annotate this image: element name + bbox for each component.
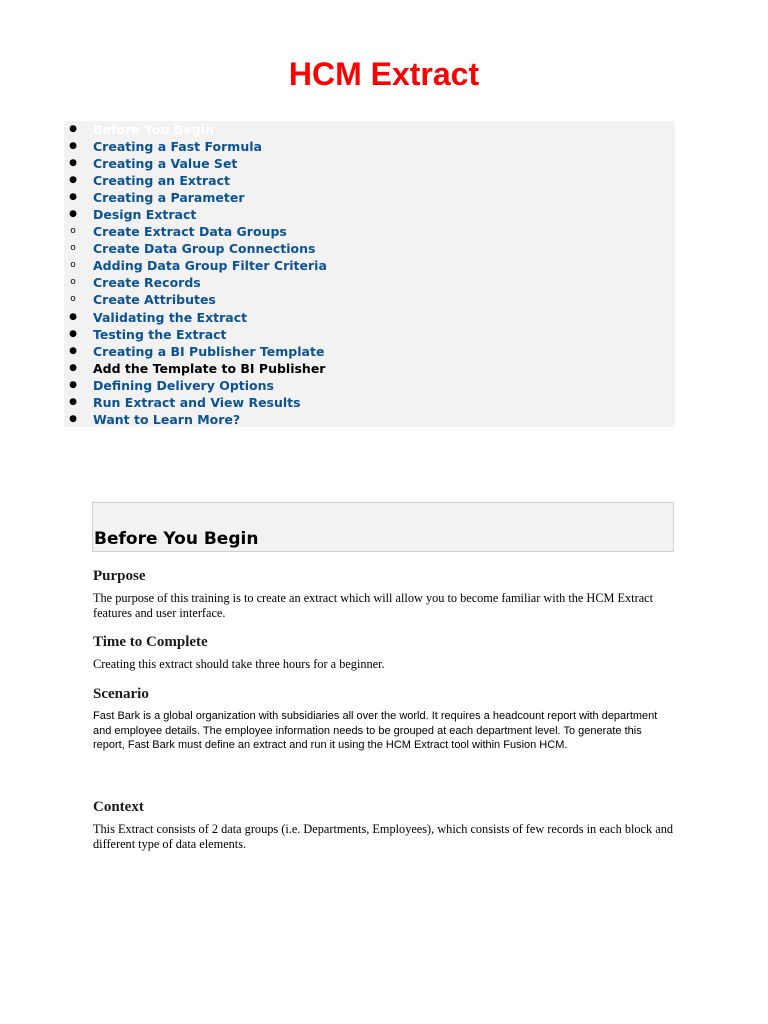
toc-item[interactable] [64, 223, 675, 240]
toc-item[interactable] [64, 206, 675, 223]
bullet-icon: ● [69, 345, 77, 356]
bullet-icon: ● [69, 362, 77, 373]
toc-item[interactable] [64, 326, 675, 343]
circle-bullet-icon: o [70, 277, 76, 288]
toc-item[interactable] [64, 394, 675, 411]
bullet-icon: ● [69, 141, 77, 152]
toc-item[interactable] [64, 155, 675, 172]
toc-item-label[interactable]: Testing the Extract [93, 326, 227, 342]
toc-item-label[interactable]: Creating a Parameter [93, 190, 245, 206]
toc-list [64, 121, 675, 428]
bullet-icon: ● [69, 311, 77, 322]
purpose-section [93, 568, 673, 621]
circle-bullet-icon: o [70, 294, 76, 305]
toc-item-label[interactable]: Create Extract Data Groups [93, 224, 287, 240]
toc-item[interactable] [64, 189, 675, 206]
bullet-icon: ● [69, 396, 77, 407]
bullet-icon: ● [69, 175, 77, 186]
context-heading: Context [93, 799, 144, 815]
purpose-heading: Purpose [93, 568, 146, 584]
toc-item[interactable] [64, 240, 675, 257]
page-title: HCM Extract [288, 56, 480, 92]
toc-item-label[interactable]: Creating a BI Publisher Template [93, 343, 325, 359]
toc-item[interactable] [64, 172, 675, 189]
circle-bullet-icon: o [70, 260, 76, 271]
toc-item[interactable] [64, 274, 675, 291]
bullet-icon: ● [69, 192, 77, 203]
toc-item[interactable] [64, 138, 675, 155]
circle-bullet-icon: o [70, 226, 76, 237]
toc-item[interactable] [64, 309, 675, 326]
scenario-text: Fast Bark is a global organization with subsidiaries all over the world. It requires a headcount report with department and employee details. The employee information needs to be grouped at each department level. To generate this report, Fast Bark must define an extract and run it using the HCM Extract tool within Fusion HCM. [93, 710, 658, 751]
toc-item-label[interactable]: Validating the Extract [93, 309, 248, 325]
before-you-begin-heading: Before You Begin [94, 529, 259, 549]
table-of-contents [64, 121, 675, 427]
toc-item-label[interactable]: Before You Begin [93, 122, 214, 137]
time-to-complete-text: Creating this extract should take three hours for a beginner. [93, 657, 385, 671]
toc-item-label[interactable]: Create Data Group Connections [93, 241, 316, 257]
bullet-icon: ● [69, 328, 77, 339]
toc-item-label[interactable]: Run Extract and View Results [93, 394, 301, 410]
toc-item-label[interactable]: Create Attributes [93, 292, 216, 308]
toc-item[interactable] [64, 360, 675, 377]
toc-item-label[interactable]: Creating an Extract [93, 173, 230, 189]
toc-item-label[interactable]: Adding Data Group Filter Criteria [93, 258, 327, 274]
toc-item[interactable] [64, 291, 675, 308]
bullet-icon: ● [69, 124, 77, 134]
circle-bullet-icon: o [70, 243, 76, 254]
time-to-complete-heading: Time to Complete [93, 634, 208, 650]
toc-item-label[interactable]: Add the Template to BI Publisher [93, 360, 326, 376]
toc-item[interactable] [64, 377, 675, 394]
toc-item[interactable] [64, 343, 675, 360]
time-to-complete-section [93, 634, 673, 672]
toc-item-label[interactable]: Create Records [93, 275, 201, 291]
toc-item-label[interactable]: Creating a Fast Formula [93, 139, 262, 155]
purpose-text: The purpose of this training is to create an extract which will allow you to become familiar with the HCM Extract features and user interface. [93, 591, 654, 620]
toc-item-label[interactable]: Creating a Value Set [93, 156, 238, 172]
scenario-section [93, 686, 673, 753]
toc-item[interactable] [64, 121, 675, 138]
bullet-icon: ● [69, 158, 77, 169]
section-banner [92, 502, 674, 552]
toc-item[interactable] [64, 411, 675, 428]
toc-item-label[interactable]: Want to Learn More? [93, 411, 241, 427]
bullet-icon: ● [69, 209, 77, 220]
bullet-icon: ● [69, 379, 77, 390]
toc-item-label[interactable]: Design Extract [93, 207, 197, 223]
toc-item[interactable] [64, 257, 675, 274]
bullet-icon: ● [69, 413, 77, 424]
context-section [93, 799, 673, 852]
scenario-heading: Scenario [93, 686, 149, 702]
context-text: This Extract consists of 2 data groups (i.e. Departments, Employees), which consists of few records in each block and different type of data elements. [93, 822, 673, 851]
toc-item-label[interactable]: Defining Delivery Options [93, 377, 274, 393]
